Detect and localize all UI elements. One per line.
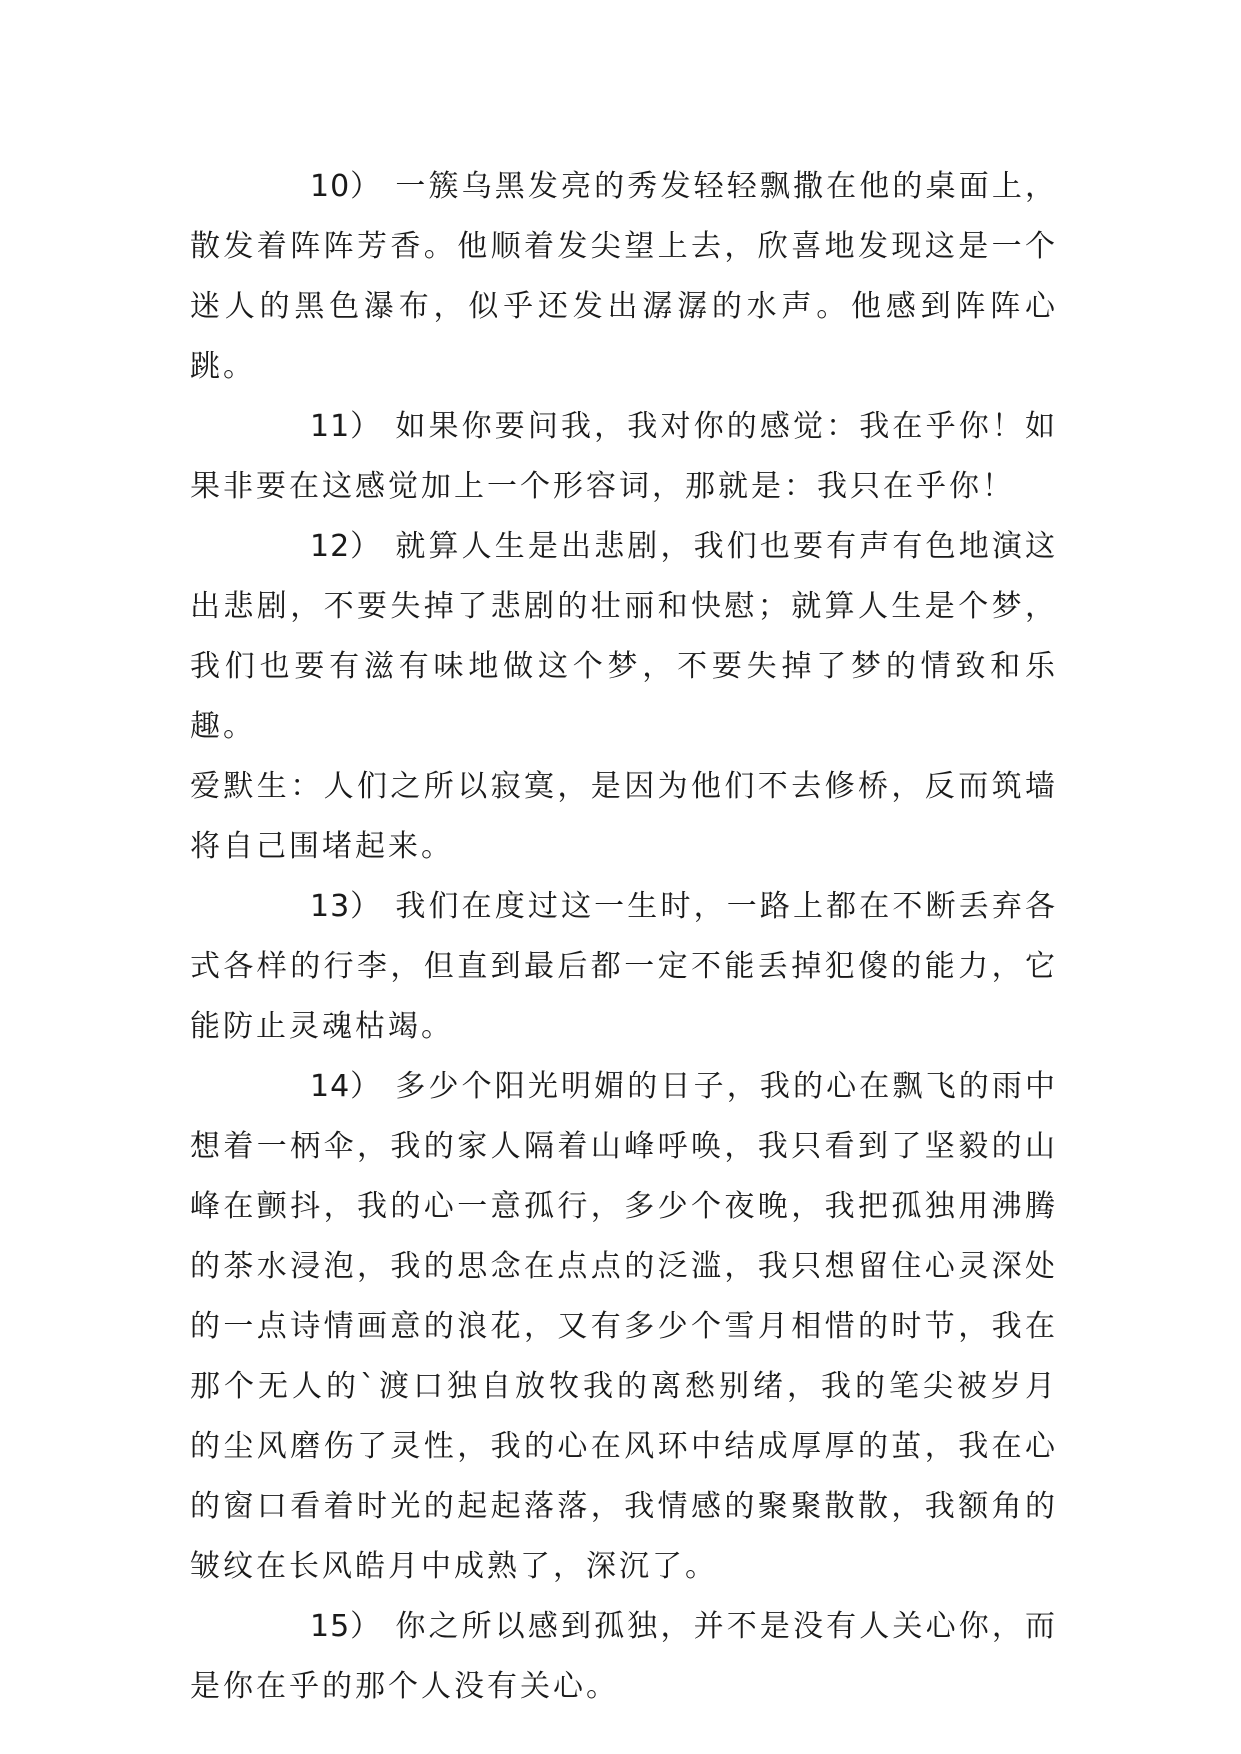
paragraph-12 [190, 517, 1058, 877]
paragraph-number: 14） [310, 1069, 382, 1104]
paragraph-number: 11） [310, 409, 382, 444]
paragraph-14 [190, 1057, 1058, 1597]
paragraph-continuation: 爱默生：人们之所以寂寞，是因为他们不去修桥，反而筑墙将自己围堵起来。 [190, 769, 1058, 864]
document-body [190, 157, 1058, 1717]
paragraph-11 [190, 397, 1058, 517]
paragraph-text: 一簇乌黑发亮的秀发轻轻飘撒在他的桌面上，散发着阵阵芳香。他顺着发尖望上去，欣喜地发现这是一个迷人的黑色瀑布，似乎还发出潺潺的水声。他感到阵阵心跳。 [190, 169, 1058, 384]
paragraph-number: 15） [310, 1609, 382, 1644]
paragraph-text: 你之所以感到孤独，并不是没有人关心你，而是你在乎的那个人没有关心。 [190, 1609, 1058, 1704]
paragraph-text: 多少个阳光明媚的日子，我的心在飘飞的雨中想着一柄伞，我的家人隔着山峰呼唤，我只看到了坚毅的山峰在颤抖，我的心一意孤行，多少个夜晚，我把孤独用沸腾的茶水浸泡，我的思念在点点的泛滥，我只想留住心灵深处的一点诗情画意的浪花，又有多少个雪月相惜的时节，我在那个无人的`渡口独自放牧我的离愁别绪，我的笔尖被岁月的尘风磨伤了灵性，我的心在风环中结成厚厚的茧，我在心的窗口看着时光的起起落落，我情感的聚聚散散，我额角的皱纹在长风皓月中成熟了，深沉了。 [190, 1069, 1058, 1584]
paragraph-text: 我们在度过这一生时，一路上都在不断丢弃各式各样的行李，但直到最后都一定不能丢掉犯傻的能力，它能防止灵魂枯竭。 [190, 889, 1058, 1044]
paragraph-number: 10） [310, 169, 382, 204]
paragraph-13 [190, 877, 1058, 1057]
paragraph-number: 13） [310, 889, 382, 924]
paragraph-15 [190, 1597, 1058, 1717]
paragraph-number: 12） [310, 529, 382, 564]
paragraph-text: 就算人生是出悲剧，我们也要有声有色地演这出悲剧，不要失掉了悲剧的壮丽和快慰；就算人生是个梦，我们也要有滋有味地做这个梦，不要失掉了梦的情致和乐趣。 [190, 529, 1058, 744]
paragraph-text: 如果你要问我，我对你的感觉：我在乎你！如果非要在这感觉加上一个形容词，那就是：我只在乎你！ [190, 409, 1058, 504]
paragraph-10 [190, 157, 1058, 397]
